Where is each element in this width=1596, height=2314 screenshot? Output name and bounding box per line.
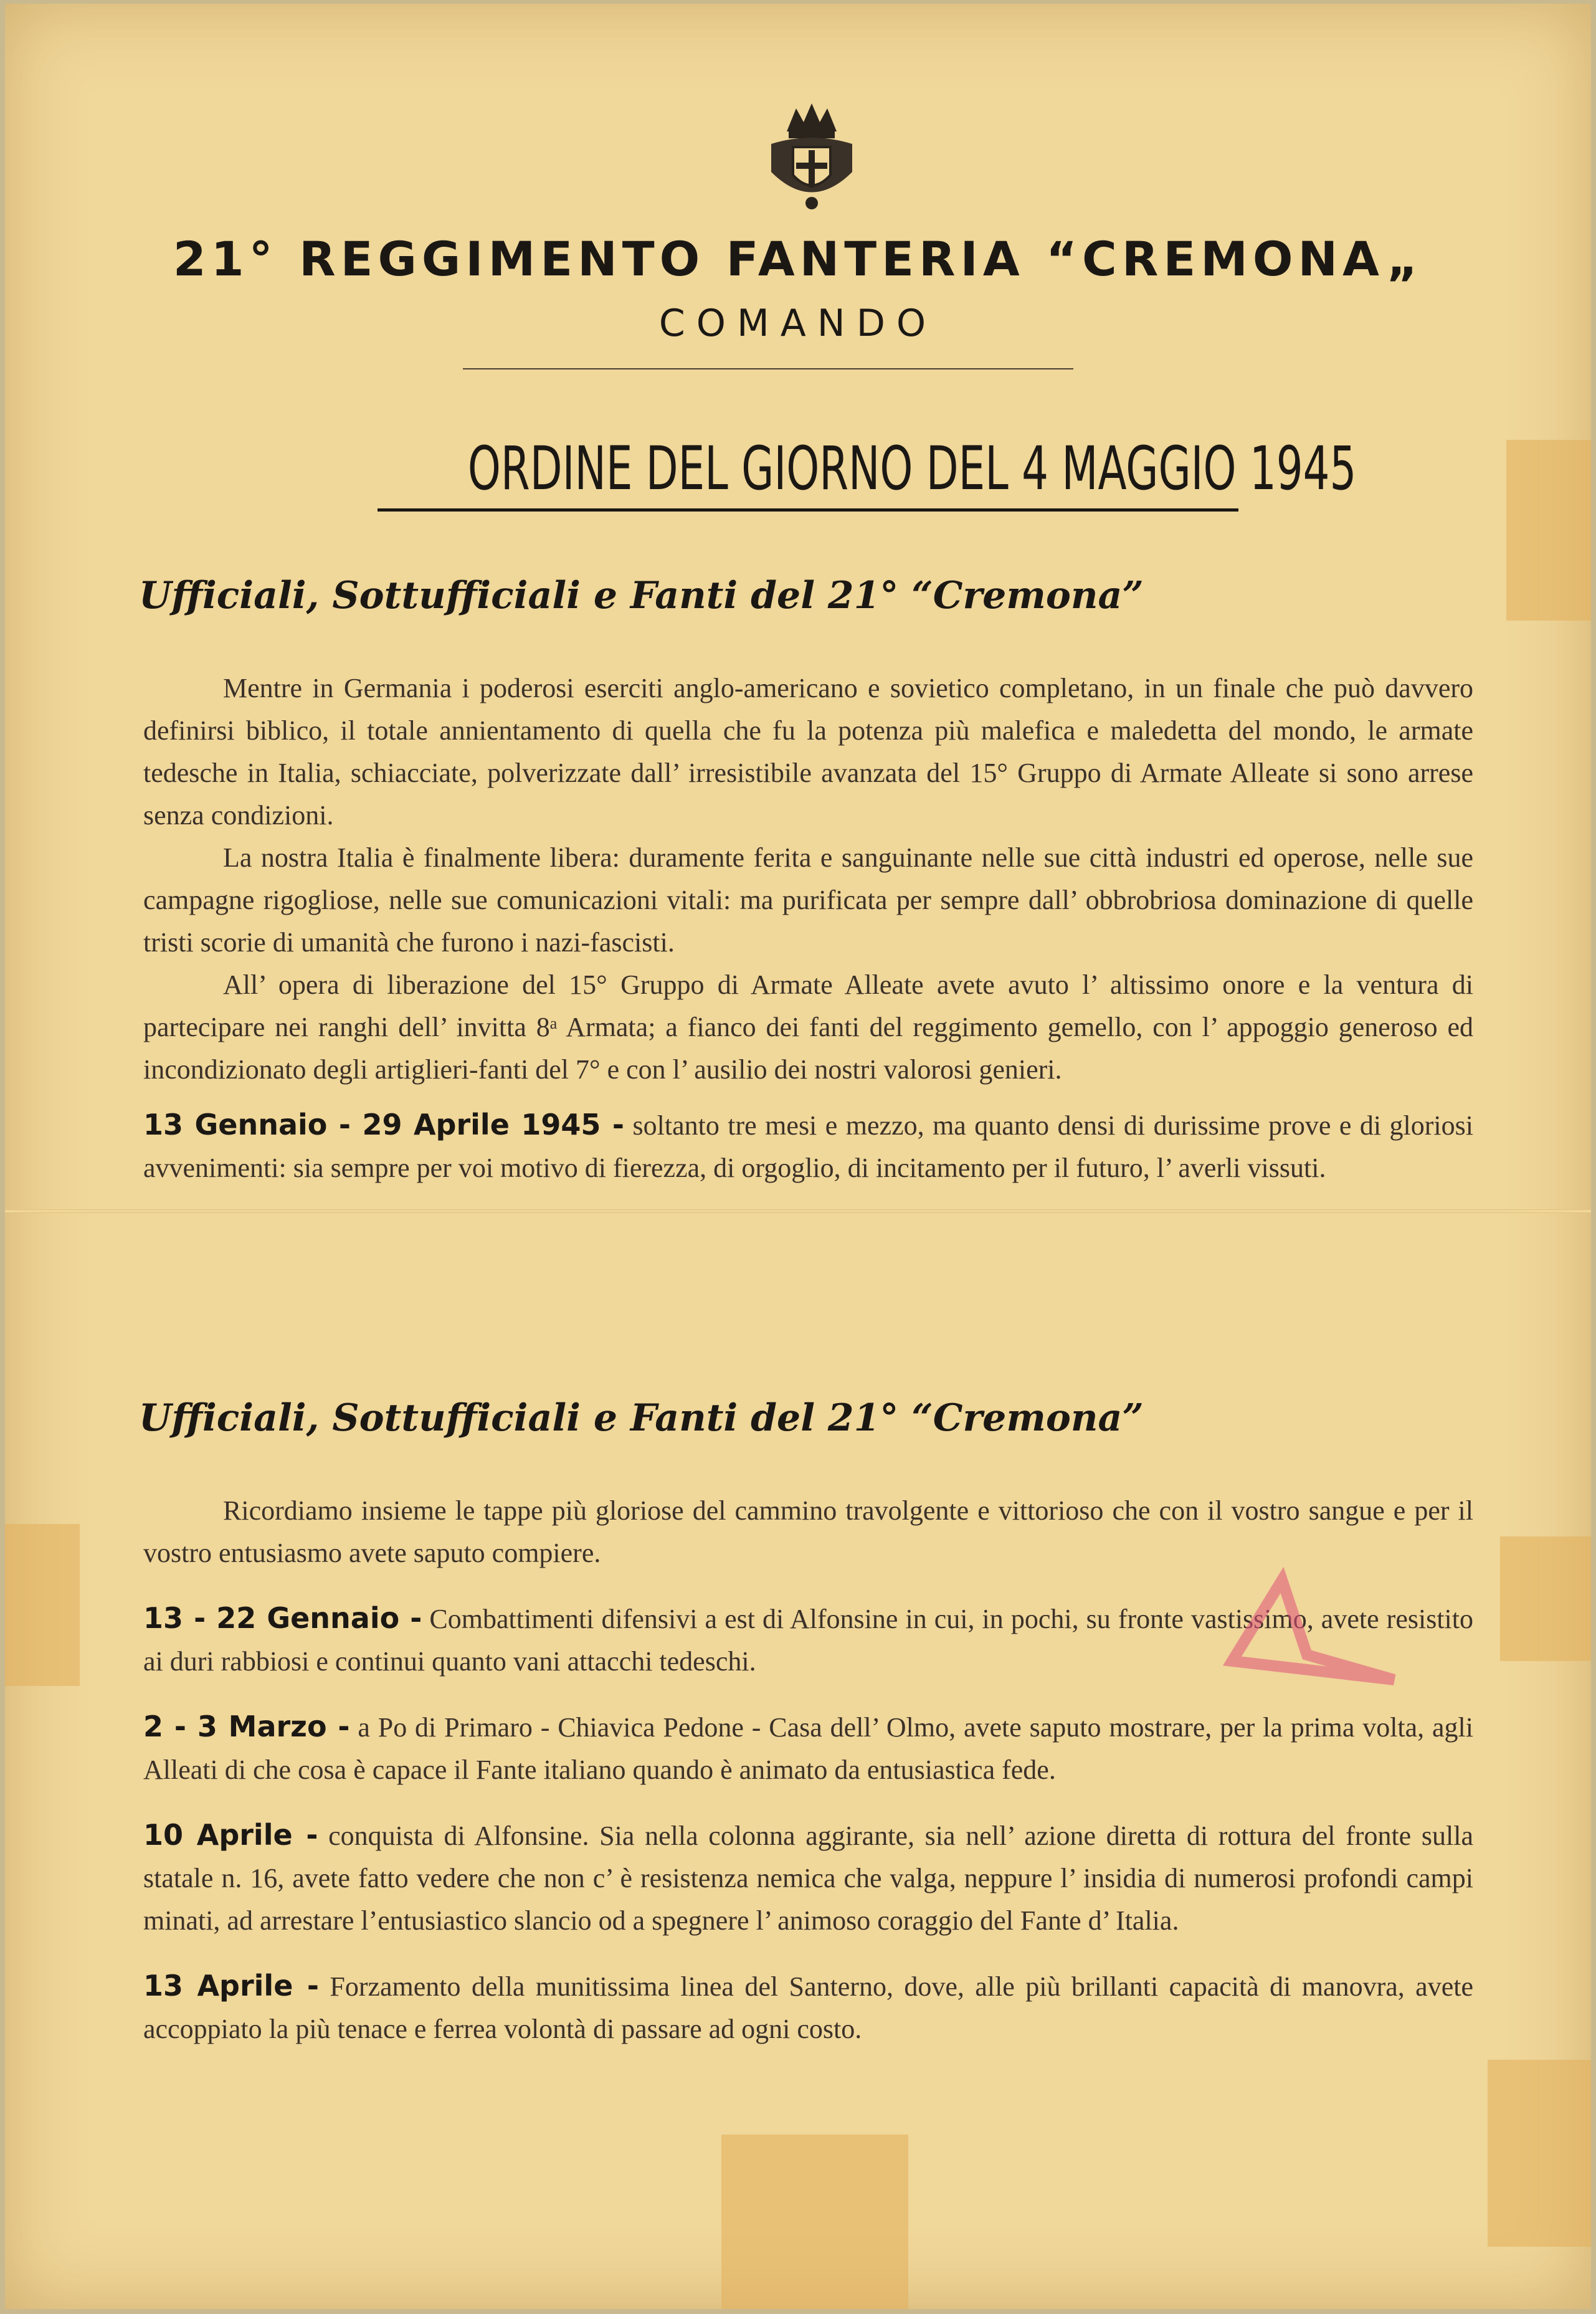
paragraph <box>143 1103 1473 1189</box>
date-label: 10 Aprile - <box>143 1818 318 1852</box>
tape-mark <box>1500 1536 1591 1661</box>
paragraph: Mentre in Germania i poderosi eserciti anglo-americano e sovietico completano, in un finale che può davvero definirsi biblico, il totale annientamento di quella che fu la potenza più malefica e maledetta del mondo, le armate tedesche in Italia, schiacciate, polverizzate dall’ irresistibile avanzata del 15° Gruppo di Armate Alleate si sono arrese senza condizioni. <box>143 673 1473 831</box>
address-heading: Ufficiali, Sottufficiali e Fanti del 21° “Cremona” <box>139 1396 1144 1440</box>
order-title: ORDINE DEL GIORNO DEL 4 MAGGIO 1945 <box>467 434 1357 503</box>
item-text: Combattimenti difensivi a est di Alfonsine in cui, in pochi, su fronte vastissimo, avete resistito ai duri rabbiosi e continui quanto vani attacchi tedeschi. <box>143 1604 1474 1677</box>
stamp-mark <box>1207 1561 1407 1711</box>
paragraph: All’ opera di liberazione del 15° Gruppo di Armate Alleate avete avuto l’ altissimo onore e la ventura di partecipare nei ranghi dell’ invitta 8ᵃ Armata; a fianco dei fanti del reggimento gemello, con l’ appoggio generoso ed incondizionato degli artiglieri-fanti del 7° e con l’ ausilio dei nostri valorosi genieri. <box>143 969 1473 1085</box>
title-underline <box>378 508 1238 512</box>
document-page <box>5 4 1591 2309</box>
list-item <box>143 1964 1473 2050</box>
section-1-body <box>143 667 1473 1189</box>
tape-mark <box>1506 440 1591 621</box>
address-heading: Ufficiali, Sottufficiali e Fanti del 21° “Cremona” <box>139 574 1144 617</box>
command-subtitle: COMANDO <box>658 302 938 345</box>
tape-mark <box>721 2135 908 2309</box>
date-label: 13 Gennaio - 29 Aprile 1945 - <box>143 1108 625 1141</box>
item-text: Forzamento della munitissima linea del Santerno, dove, alle più brillanti capacità di manovra, avete accoppiato la più tenace e ferrea volontà di passare ad ogni costo. <box>143 1971 1473 2044</box>
paper-fold <box>5 1209 1591 1213</box>
list-item <box>143 1705 1473 1791</box>
item-text: a Po di Primaro - Chiavica Pedone - Casa dell’ Olmo, avete saputo mostrare, per la prima volta, agli Alleati di che cosa è capace il Fante italiano quando è animato da entusiastica fede. <box>143 1712 1473 1785</box>
regiment-title: 21° REGGIMENTO FANTERIA “CREMONA„ <box>173 231 1423 287</box>
paragraph: La nostra Italia è finalmente libera: duramente ferita e sanguinante nelle sue città industri ed operose, nelle sue campagne rigogliose, nelle sue comunicazioni vitali: ma purificata per sempre dall’ obbrobriosa dominazione di quelle tristi scorie di umanità che furono i nazi-fascisti. <box>143 842 1473 958</box>
date-label: 13 - 22 Gennaio - <box>143 1601 422 1635</box>
date-label: 13 Aprile - <box>143 1969 319 2002</box>
paragraph: Ricordiamo insieme le tappe più gloriose del cammino travolgente e vittorioso che con il vostro sangue e per il vostro entusiasmo avete saputo compiere. <box>143 1495 1473 1568</box>
royal-crest-icon <box>759 97 865 216</box>
paragraph-text: soltanto tre mesi e mezzo, ma quanto densi di durissime prove e di gloriosi avvenimenti: sia sempre per voi motivo di fierezza, di orgoglio, di incitamento per il futuro, l’ averli vissuti. <box>143 1110 1473 1183</box>
list-item <box>143 1814 1473 1942</box>
divider <box>463 368 1073 369</box>
item-text: conquista di Alfonsine. Sia nella colonna aggirante, sia nell’ azione diretta di rottura del fronte sulla statale n. 16, avete fatto vedere che non c’ è resistenza nemica che valga, neppure l’ insidia di numerosi profondi campi minati, ad arrestare l’entusiastico slancio od a spegnere l’ animoso coraggio del Fante d’ Italia. <box>143 1821 1473 1936</box>
date-label: 2 - 3 Marzo - <box>143 1710 350 1743</box>
tape-mark <box>5 1524 80 1686</box>
tape-mark <box>1488 2060 1591 2247</box>
